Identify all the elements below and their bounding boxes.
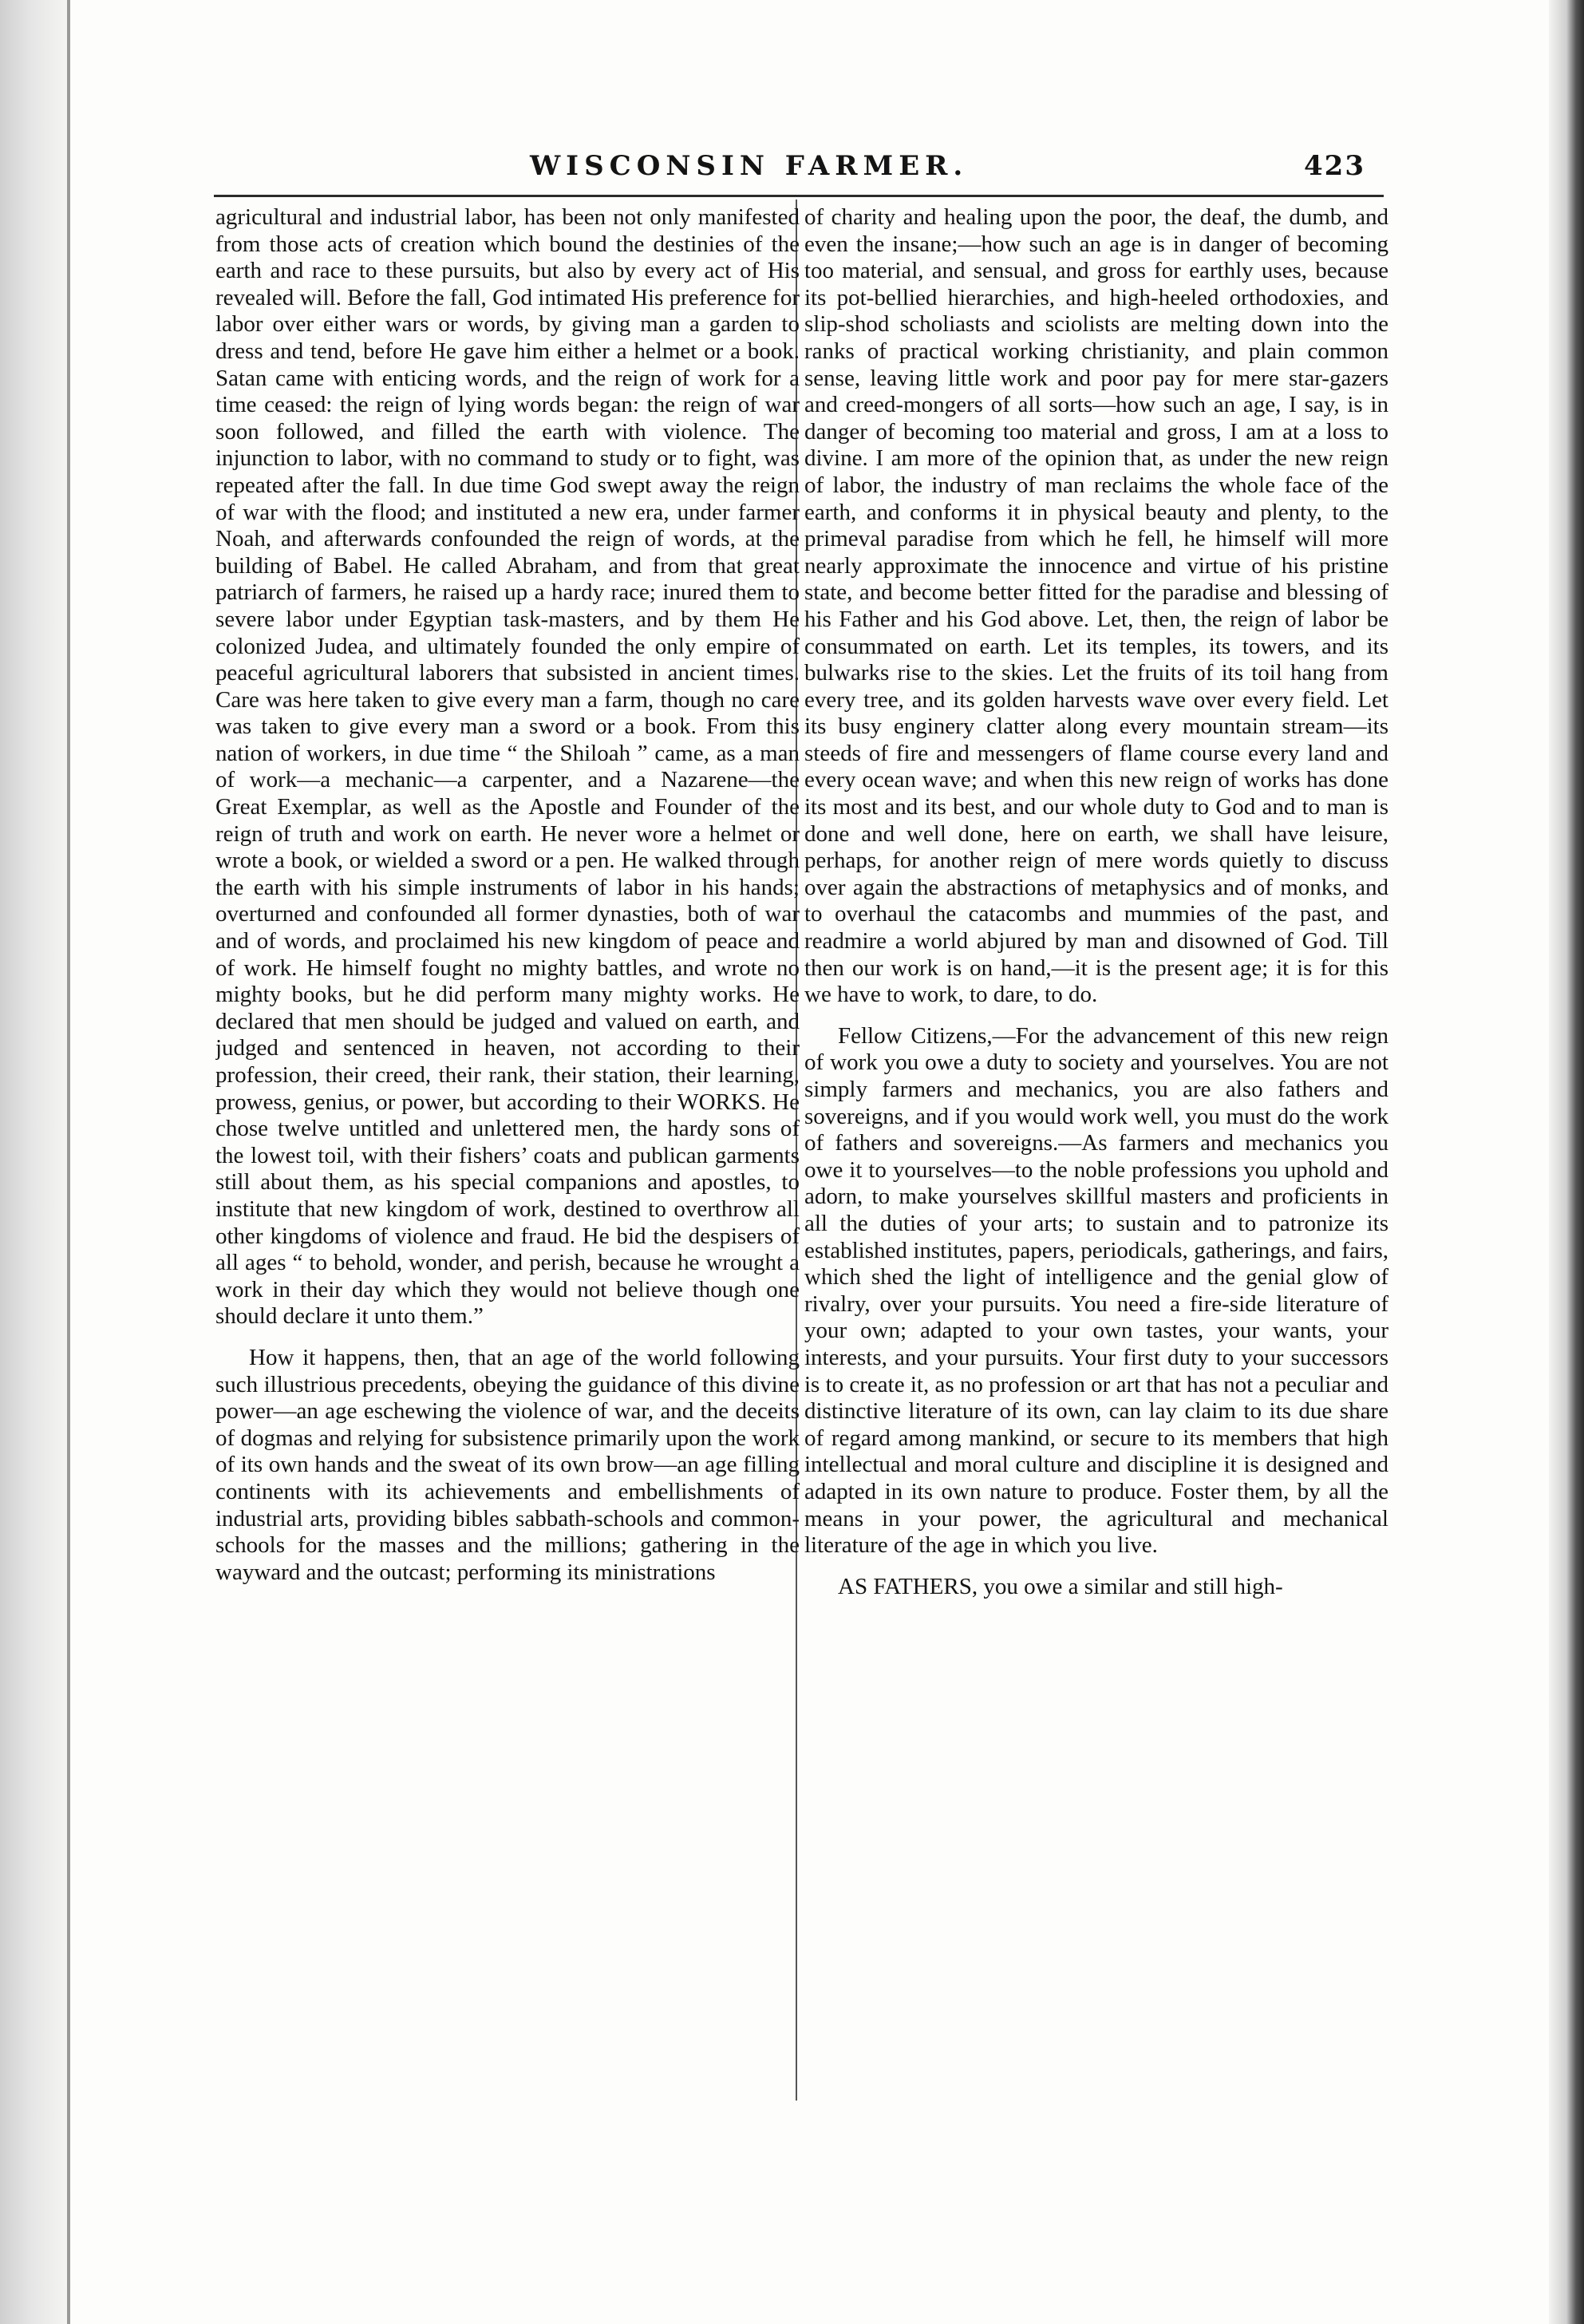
- paragraph: Fellow Citizens,—For the advancement of this new reign of work you owe a duty to society and yourselves. You are not simply farmers and mechanics, you are also fathers and sovereigns, and if you would work well, you must do the work of fathers and sovereigns.—As farmers and mechanics you owe it to yourselves—to the noble professions you uphold and adorn, to make yourselves skillful masters and proficients in all the duties of your arts; to sustain and to patronize its established institutes, papers, periodicals, gatherings, and fairs, which shed the light of intelligence and the genial glow of rivalry, over your pursuits. You need a fire-side literature of your own; adapted to your own tastes, your wants, your interests, and your pursuits. Your first duty to your successors is to create it, as no profession or art that has not a peculiar and distinctive literature of its own, can lay claim to its due share of regard among mankind, or secure to its members that high intellectual and moral culture and discipline it is designed and adapted in its own nature to produce. Foster them, by all the means in your power, the agricultural and mechanical literature of the age in which you live.: [804, 1022, 1388, 1559]
- running-head: [0, 150, 1584, 187]
- header-rule: [214, 195, 1384, 197]
- binding-shadow: [0, 0, 67, 2324]
- page-number: 423: [1304, 150, 1365, 182]
- paragraph: AS FATHERS, you owe a similar and still high-: [838, 1573, 1283, 1599]
- journal-title: WISCONSIN FARMER.: [530, 150, 969, 182]
- paragraph: How it happens, then, that an age of the world following such illustrious precedents, obeying the guidance of this divine power—an age eschewing the violence of war, and the deceits of dogmas and relying for subsistence primarily upon the work of its own hands and the sweat of its own brow—an age filling continents with its achievements and embellishments of industrial arts, providing bibles sabbath-schools and common-schools for the masses and the millions; gathering in the wayward and the outcast; performing its ministrations: [215, 1344, 800, 1585]
- paragraph: of charity and healing upon the poor, the deaf, the dumb, and even the insane;—how such an age is in danger of becoming too material, and sensual, and gross for earthly uses, because its pot-bellied hierarchies, and high-heeled orthodoxies, and slip-shod scholiasts and sciolists are melting down into the ranks of practical working christianity, and plain common sense, leaving little work and poor pay for mere star-gazers and creed-mongers of all sorts—how such an age, I say, is in danger of becoming too material and gross, I am at a loss to divine. I am more of the opinion that, as under the new reign of labor, the industry of man reclaims the whole face of the earth, and conforms it in physical beauty and plenty, to the primeval paradise from which he fell, he himself will more nearly approximate the innocence and virtue of his pristine state, and become better fitted for the paradise and blessing of his Father and his God above. Let, then, the reign of labor be consummated on earth. Let its temples, its towers, and its bulwarks rise to the skies. Let the fruits of its toil hang from every tree, and its golden harvests wave over every field. Let its busy enginery clatter along every mountain stream—its steeds of fire and messengers of flame course every land and every ocean wave; and when this new reign of works has done its most and its best, and our whole duty to God and to man is done and well done, here on earth, we shall have leisure, perhaps, for another reign of mere words quietly to discuss over again the abstractions of metaphysics and of monks, and to overhaul the catacombs and mummies of the past, and readmire a world abjured by man and disowned of God. Till then our work is on hand,—it is the present age; it is for this we have to work, to dare, to do.: [804, 204, 1388, 1008]
- binding-edge: [67, 0, 70, 2324]
- right-column: [804, 204, 1388, 2107]
- paragraph: agricultural and industrial labor, has been not only manifested from those acts of creation which bound the destinies of the earth and race to these pursuits, but also by every act of His revealed will. Before the fall, God intimated His preference for labor over either wars or words, by giving man a garden to dress and tend, before He gave him either a helmet or a book. Satan came with enticing words, and the reign of work for a time ceased: the reign of lying words began: the reign of war soon followed, and filled the earth with violence. The injunction to labor, with no command to study or to fight, was repeated after the fall. In due time God swept away the reign of war with the flood; and instituted a new era, under farmer Noah, and afterwards confounded the reign of words, at the building of Babel. He called Abraham, and from that great patriarch of farmers, he raised up a hardy race; inured them to severe labor under Egyptian task-masters, and by them He colonized Judea, and ultimately founded the only empire of peaceful agricultural laborers that subsisted in ancient times. Care was here taken to give every man a farm, though no care was taken to give every man a sword or a book. From this nation of workers, in due time “ the Shiloah ” came, as a man of work—a mechanic—a carpenter, and a Nazarene—the Great Exemplar, as well as the Apostle and Founder of the reign of truth and work on earth. He never wore a helmet or wrote a book, or wielded a sword or a pen. He walked through the earth with his simple instruments of labor in his hands; overturned and confounded all former dynasties, both of war and of words, and proclaimed his new kingdom of peace and of work. He himself fought no mighty battles, and wrote no mighty books, but he did perform many mighty works. He declared that men should be judged and valued on earth, and judged and sentenced in heaven, not according to their profession, their creed, their rank, their station, their learning, prowess, genius, or power, but according to their WORKS. He chose twelve untitled and unlettered men, the hardy sons of the lowest toil, with their fishers’ coats and publican garments still about them, as his special companions and apostles, to institute that new kingdom of work, destined to overthrow all other kingdoms of violence and fraud. He bid the despisers of all ages “ to behold, wonder, and perish, because he wrought a work in their day which they would not believe though one should declare it unto them.”: [215, 204, 800, 1330]
- page-edge: [1549, 0, 1584, 2324]
- left-column: [215, 204, 800, 2107]
